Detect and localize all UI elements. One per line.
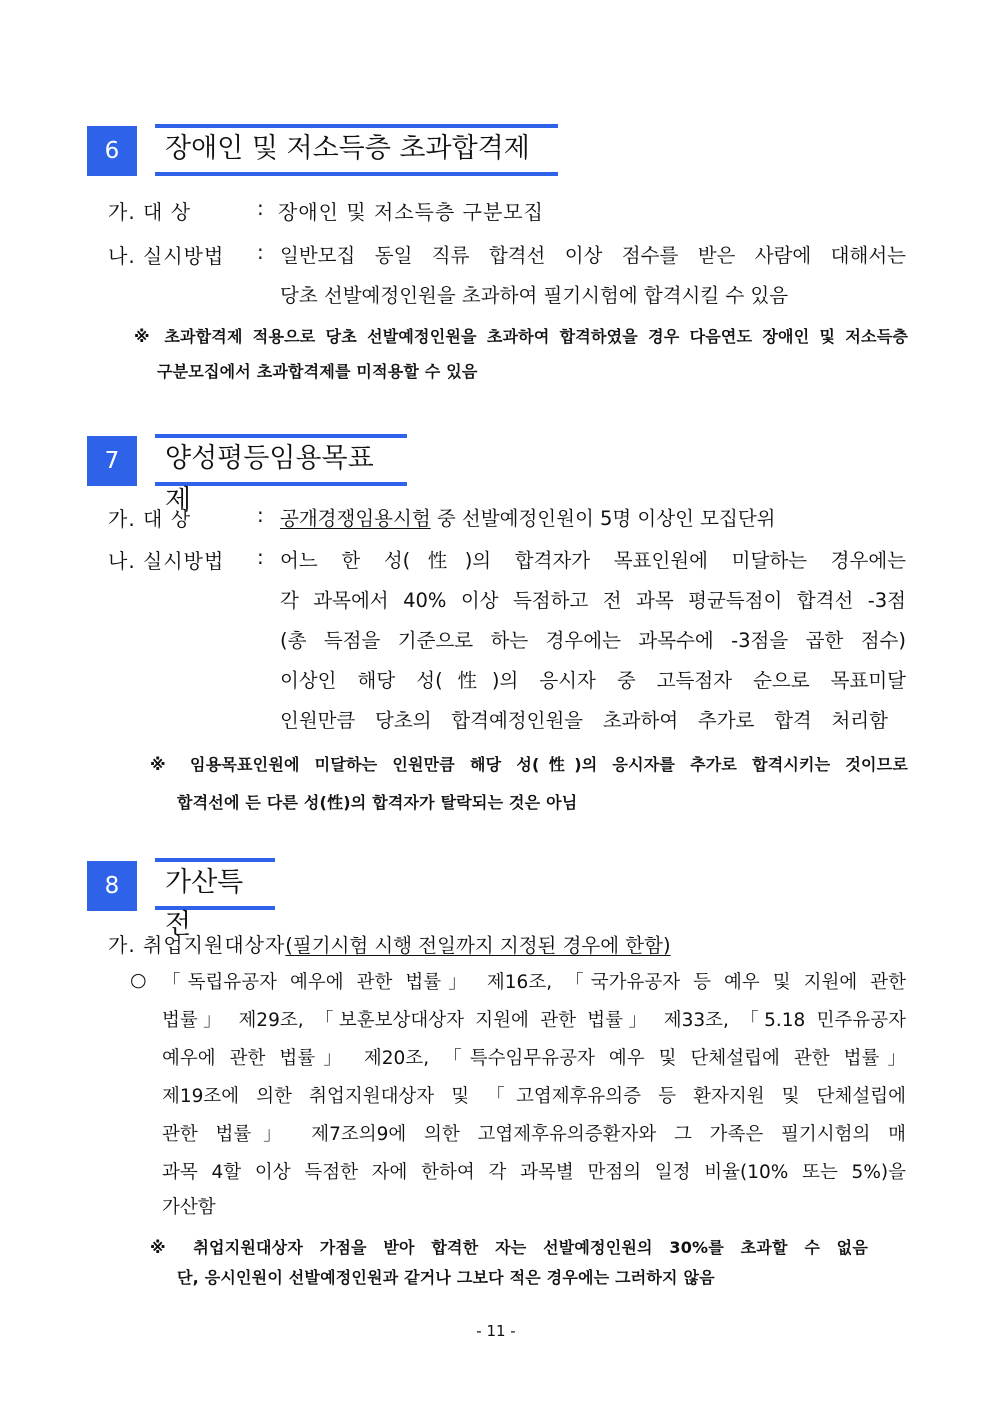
section-6-item-a-label: 가. 대 상	[108, 200, 192, 224]
section-7-note-line: ※ 임용목표인원에 미달하는 인원만큼 해당 성(性)의 응시자를 추가로 합격시키는 것이므로	[150, 755, 908, 774]
section-6-number: 6	[87, 126, 137, 176]
section-6-title: 장애인 및 저소득층 초과합격제	[155, 124, 558, 176]
section-7-item-b-line: 각 과목에서 40% 이상 득점하고 전 과목 평균득점이 합격선 -3점	[280, 589, 906, 612]
section-8-body-line: 가산함	[162, 1197, 216, 1218]
colon: :	[257, 503, 265, 527]
section-7-item-a	[280, 503, 776, 531]
section-6-item-b-line: 일반모집 동일 직류 합격선 이상 점수를 받은 사람에 대해서는	[280, 244, 906, 267]
section-7-item-b-line: (총 득점을 기준으로 하는 경우에는 과목수에 -3점을 곱한 점수)	[280, 629, 906, 652]
page-number: - 11 -	[476, 1322, 516, 1340]
section-7-item-a-label: 가. 대 상	[108, 507, 192, 531]
section-7-item-a-text: 중 선발예정인원이 5명 이상인 모집단위	[430, 507, 776, 530]
section-7-item-b-line: 인원만큼 당초의 합격예정인원을 초과하여 추가로 합격 처리함	[280, 709, 888, 732]
section-6-note-line: 구분모집에서 초과합격제를 미적용할 수 있음	[157, 362, 478, 381]
section-8-number: 8	[87, 861, 137, 911]
section-7-item-b-line: 이상인 해당 성(性)의 응시자 중 고득점자 순으로 목표미달	[280, 669, 906, 692]
circle-bullet: ○	[130, 969, 147, 991]
colon: :	[257, 240, 265, 264]
colon: :	[257, 545, 265, 569]
colon: :	[257, 196, 265, 220]
section-8-item-a-underlined: (필기시험 시행 전일까지 지정된 경우에 한함)	[285, 934, 671, 957]
section-8-body-line: 관한 법률」 제7조의9에 의한 고엽제후유의증환자와 그 가족은 필기시험의 매	[162, 1124, 906, 1145]
section-8-item-a-label: 가. 취업지원대상자	[108, 933, 286, 957]
section-8-body-line: 예우에 관한 법률」 제20조, 「특수임무유공자 예우 및 단체설립에 관한 법률」	[162, 1048, 906, 1069]
section-8-title: 가산특전	[155, 858, 275, 910]
section-6-item-b-label: 나. 실시방법	[108, 244, 225, 268]
section-7-item-b-line: 어느 한 성(性)의 합격자가 목표인원에 미달하는 경우에는	[280, 549, 906, 572]
section-7-item-b-label: 나. 실시방법	[108, 549, 225, 573]
section-6-item-b-line: 당초 선발예정인원을 초과하여 필기시험에 합격시킬 수 있음	[280, 284, 789, 307]
section-7-item-a-underlined: 공개경쟁임용시험	[280, 507, 431, 530]
section-6-item-a-text: 장애인 및 저소득층 구분모집	[278, 200, 544, 224]
section-6-note-line: ※ 초과합격제 적용으로 당초 선발예정인원을 초과하여 합격하였을 경우 다음연도 장애인 및 저소득층	[134, 327, 909, 346]
section-7-title: 양성평등임용목표제	[155, 434, 407, 486]
section-8-body-line: 「독립유공자 예우에 관한 법률」 제16조, 「국가유공자 등 예우 및 지원에 관한	[162, 972, 906, 993]
section-8-body-line: 제19조에 의한 취업지원대상자 및 「고엽제후유의증 등 환자지원 및 단체설립에	[162, 1086, 906, 1107]
section-7-note-line: 합격선에 든 다른 성(性)의 합격자가 탈락되는 것은 아님	[177, 793, 578, 812]
section-8-note-line: ※ 취업지원대상자 가점을 받아 합격한 자는 선발예정인원의 30%를 초과할 수 없음	[150, 1238, 868, 1257]
section-8-body-line: 과목 4할 이상 득점한 자에 한하여 각 과목별 만점의 일정 비율(10% 또는 5%)을	[162, 1162, 906, 1183]
section-8-item-a	[108, 929, 671, 958]
section-7-number: 7	[87, 436, 137, 486]
section-8-note-line: 단, 응시인원이 선발예정인원과 같거나 그보다 적은 경우에는 그러하지 않음	[177, 1268, 715, 1287]
section-8-body-line: 법률」 제29조, 「보훈보상대상자 지원에 관한 법률」 제33조, 「5.18 민주유공자	[162, 1010, 906, 1031]
